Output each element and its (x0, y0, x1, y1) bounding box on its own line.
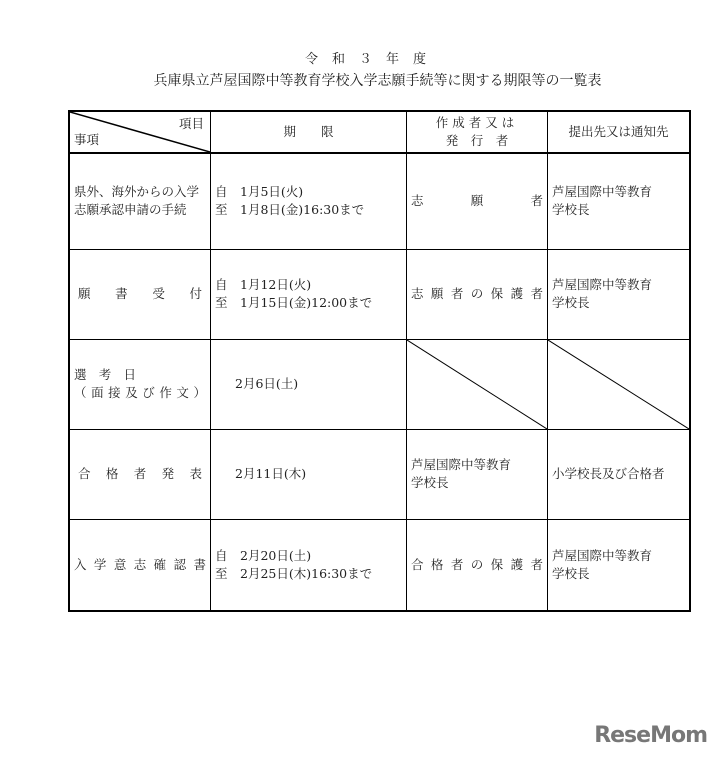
title-year: 令和３年度 (304, 52, 440, 67)
matter-cell (69, 153, 211, 249)
deadline-cell (211, 339, 407, 429)
deadline-cell (211, 153, 407, 249)
creator-cell (407, 429, 548, 519)
deadline-l1: 自 2月20日(土) (215, 547, 312, 563)
deadline-l1: 2月11日(木) (235, 466, 307, 481)
resemom-logo: ReseMom (594, 723, 707, 748)
submit-l2: 学校長 (552, 565, 590, 581)
matter-l2: 志願承認申請の手続 (74, 202, 187, 218)
table-header (69, 111, 690, 153)
matter-l2: （面接及び作文） (74, 385, 206, 400)
matter-l1: 県外、海外からの入学 (74, 184, 200, 200)
matter-cell (69, 429, 211, 519)
creator-l1: 芦屋国際中等教育 (411, 457, 512, 472)
submit-cell (548, 519, 691, 611)
matter-l1: 願書受付 (78, 286, 202, 301)
creator-l2: 学校長 (411, 475, 449, 490)
creator-cell (407, 249, 548, 339)
submit-l1: 芦屋国際中等教育 (552, 547, 653, 563)
matter-cell (69, 249, 211, 339)
header-deadline: 期 限 (211, 111, 407, 153)
matter-cell (69, 339, 211, 429)
header-creator-l1: 作成者又は (435, 115, 519, 130)
header-matter: 事項 (74, 132, 100, 147)
submit-l2: 学校長 (552, 295, 590, 310)
matter-cell (69, 519, 211, 611)
creator: 合格者の保護者 (411, 556, 543, 572)
creator-cell (407, 519, 548, 611)
submit-l1: 芦屋国際中等教育 (552, 277, 653, 292)
deadline-l1: 自 1月5日(火) (215, 184, 304, 200)
creator-cell (407, 153, 548, 249)
deadline-cell (211, 249, 407, 339)
submit-cell (548, 249, 691, 339)
table-row (69, 153, 690, 249)
creator: 志願者の保護者 (411, 286, 543, 301)
table-row (69, 339, 690, 429)
deadline-cell (211, 429, 407, 519)
submit-l1: 芦屋国際中等教育 (552, 184, 653, 200)
deadline-l1: 自 1月12日(火) (215, 277, 312, 292)
submit-l2: 学校長 (552, 202, 590, 218)
submit-cell (548, 429, 691, 519)
creator: 志願者 (411, 193, 543, 209)
header-creator-l2: 発 行 者 (445, 133, 509, 148)
matter-l1: 選考日 (74, 367, 136, 382)
table-row (69, 519, 690, 611)
header-diagonal-cell (69, 111, 211, 153)
matter-l1: 合格者発表 (78, 466, 202, 481)
submit-l1: 小学校長及び合格者 (552, 466, 665, 481)
empty-diagonal-cell (548, 339, 691, 429)
document-title: 兵庫県立芦屋国際中等教育学校入学志願手続等に関する期限等の一覧表 (153, 73, 602, 89)
header-creator (407, 111, 548, 153)
deadline-l2: 至 2月25日(木)16:30まで (215, 565, 373, 581)
deadline-l2: 至 1月8日(金)16:30まで (215, 202, 365, 218)
table-row (69, 429, 690, 519)
schedule-table (68, 110, 691, 612)
deadline-l2: 至 1月15日(金)12:00まで (215, 295, 373, 310)
header-item: 項目 (178, 116, 204, 131)
table-row (69, 249, 690, 339)
matter-l1: 入学意志確認書 (74, 556, 206, 572)
submit-cell (548, 153, 691, 249)
empty-diagonal-cell (407, 339, 548, 429)
header-submit: 提出先又は通知先 (548, 111, 691, 153)
deadline-l1: 2月6日(土) (235, 376, 299, 391)
deadline-cell (211, 519, 407, 611)
